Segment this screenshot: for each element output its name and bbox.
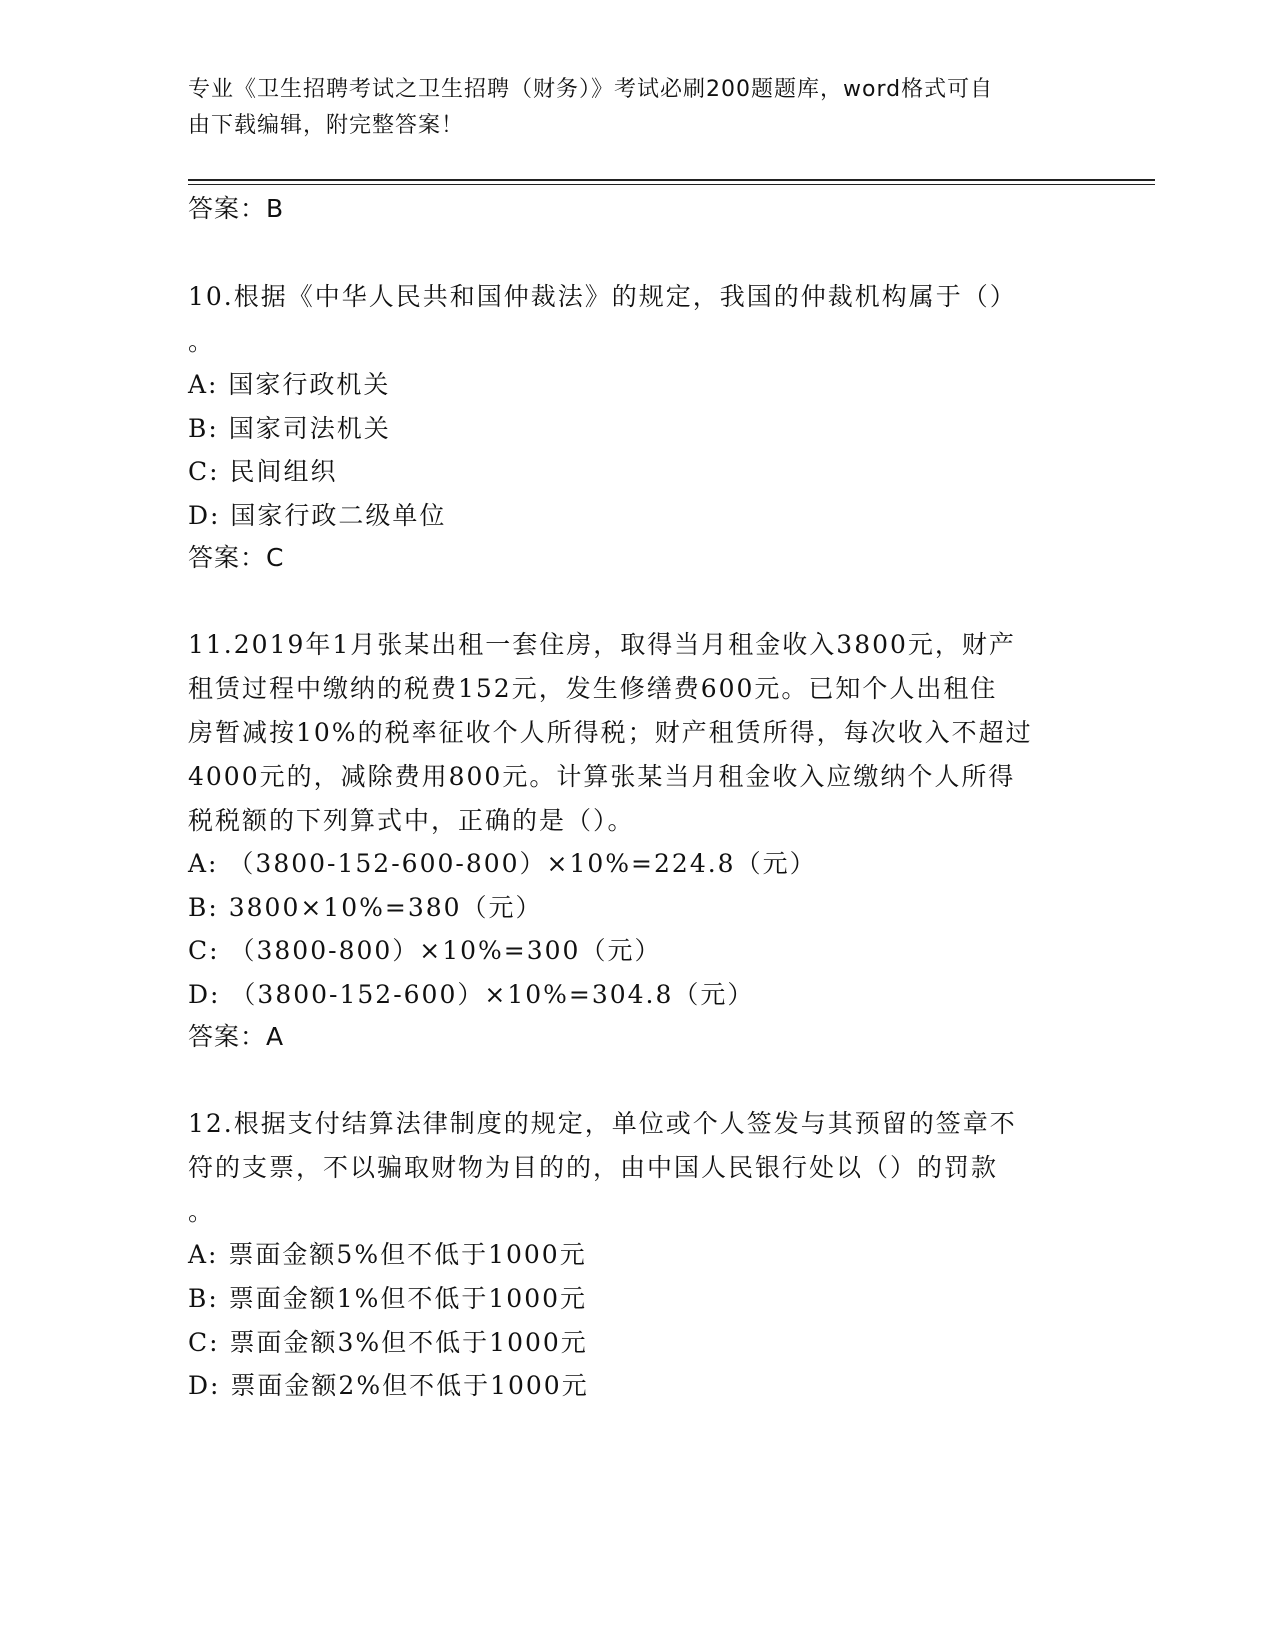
q12-option-b: B: 票面金额1%但不低于1000元 (188, 1284, 588, 1313)
q11-stem-line-5: 税税额的下列算式中，正确的是（）。 (188, 806, 635, 835)
q12-stem-line-2: 符的支票，不以骗取财物为目的的，由中国人民银行处以（）的罚款 (188, 1153, 999, 1182)
q11-stem-line-1: 11.2019年1月张某出租一套住房，取得当月租金收入3800元，财产 (188, 630, 1016, 659)
page-header (188, 72, 1068, 144)
q12-stem-line-1: 12.根据支付结算法律制度的规定，单位或个人签发与其预留的签章不 (188, 1109, 1017, 1138)
q10-option-b: B: 国家司法机关 (188, 414, 391, 443)
q10-option-a: A: 国家行政机关 (188, 370, 391, 399)
header-rule-thin (188, 184, 1155, 185)
answer-previous: 答案：B (188, 194, 285, 223)
q11-stem-line-2: 租赁过程中缴纳的税费152元，发生修缮费600元。已知个人出租住 (188, 674, 998, 703)
q10-stem-line-2: 。 (188, 327, 216, 356)
q11-option-d: D: （3800-152-600）×10%=304.8（元） (188, 980, 755, 1009)
header-rule-thick (188, 179, 1155, 181)
q10-stem-line-1: 10.根据《中华人民共和国仲裁法》的规定，我国的仲裁机构属于（） (188, 282, 1017, 311)
q12-option-c: C: 票面金额3%但不低于1000元 (188, 1328, 588, 1357)
q10-option-c: C: 民间组织 (188, 457, 338, 486)
q12-option-a: A: 票面金额5%但不低于1000元 (188, 1240, 587, 1269)
q10-option-d: D: 国家行政二级单位 (188, 501, 447, 530)
header-line-2: 由下载编辑，附完整答案！ (188, 113, 465, 138)
q10-answer: 答案：C (188, 543, 285, 572)
q11-option-a: A: （3800-152-600-800）×10%=224.8（元） (188, 849, 817, 878)
q12-stem-line-3: 。 (188, 1197, 216, 1226)
q11-stem-line-4: 4000元的，减除费用800元。计算张某当月租金收入应缴纳个人所得 (188, 762, 1016, 791)
q11-option-b: B: 3800×10%=380（元） (188, 893, 543, 922)
q11-option-c: C: （3800-800）×10%=300（元） (188, 936, 662, 965)
q12-option-d: D: 票面金额2%但不低于1000元 (188, 1371, 589, 1400)
q11-answer: 答案：A (188, 1022, 285, 1051)
q11-stem-line-3: 房暂减按10%的税率征收个人所得税；财产租赁所得，每次收入不超过 (188, 718, 1033, 747)
header-line-1: 专业《卫生招聘考试之卫生招聘（财务）》考试必刷200题题库，word格式可自 (188, 77, 994, 102)
